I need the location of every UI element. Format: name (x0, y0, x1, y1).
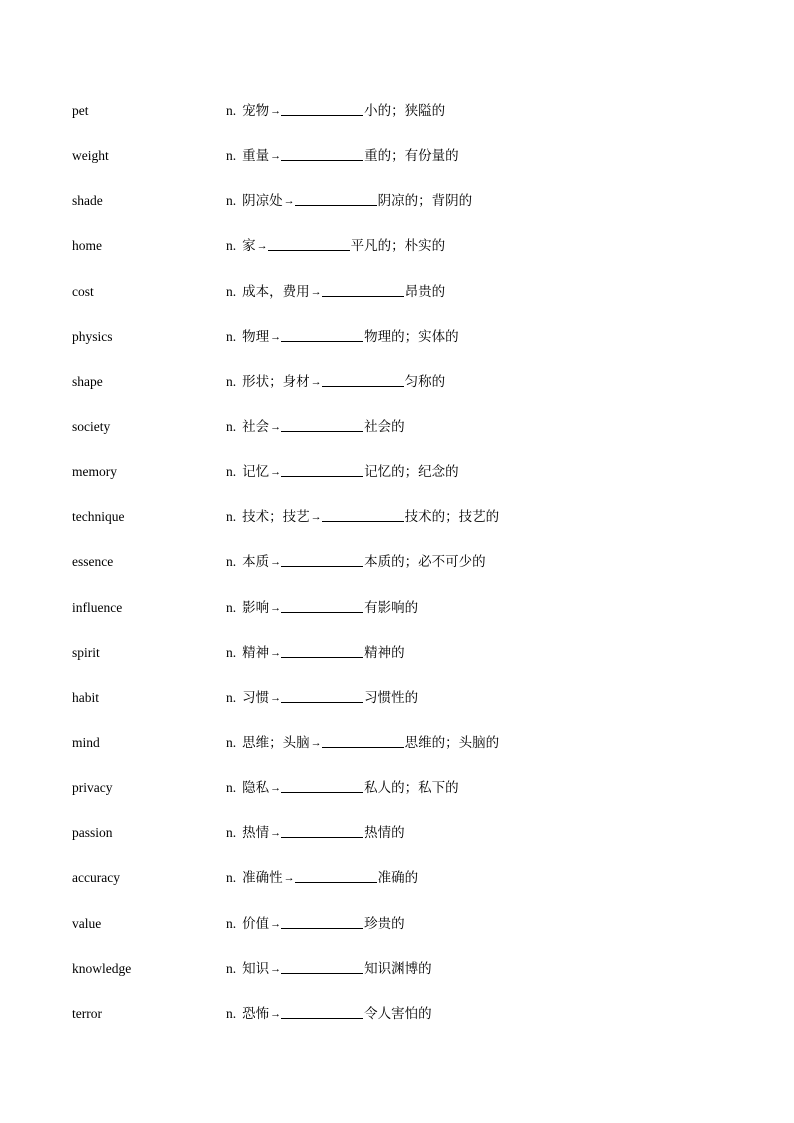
adjective-meaning: 阴凉的；背阴的 (377, 193, 473, 209)
list-item (0, 182, 794, 227)
answer-blank[interactable] (281, 146, 363, 161)
definition (226, 273, 445, 312)
adjective-meaning: 平凡的；朴实的 (350, 238, 446, 254)
english-word: physics (72, 328, 113, 344)
part-of-speech: n. (226, 825, 237, 841)
list-item (0, 273, 794, 318)
english-word: habit (72, 689, 99, 705)
list-item (0, 995, 794, 1040)
arrow-icon: → (310, 736, 322, 749)
arrow-icon: → (270, 420, 282, 433)
answer-blank[interactable] (281, 1004, 363, 1019)
part-of-speech: n. (226, 1005, 237, 1021)
part-of-speech: n. (226, 734, 237, 750)
arrow-icon: → (270, 150, 282, 163)
list-item (0, 318, 794, 363)
part-of-speech: n. (226, 870, 237, 886)
definition (226, 227, 445, 266)
answer-blank[interactable] (281, 598, 363, 613)
list-item (0, 769, 794, 814)
noun-meaning: 影响 (242, 599, 270, 615)
part-of-speech: n. (226, 689, 237, 705)
english-word: memory (72, 464, 117, 480)
adjective-meaning: 热情的 (364, 825, 405, 841)
english-word: spirit (72, 644, 100, 660)
arrow-icon: → (283, 195, 295, 208)
noun-meaning: 成本，费用 (242, 283, 310, 299)
english-word: society (72, 418, 111, 434)
answer-blank[interactable] (295, 191, 377, 206)
part-of-speech: n. (226, 464, 237, 480)
noun-meaning: 价值 (242, 915, 270, 931)
arrow-icon: → (270, 601, 282, 614)
answer-blank[interactable] (295, 868, 377, 883)
answer-blank[interactable] (268, 236, 350, 251)
definition (226, 363, 445, 402)
list-item (0, 453, 794, 498)
english-word: shape (72, 373, 103, 389)
part-of-speech: n. (226, 599, 237, 615)
arrow-icon: → (310, 285, 322, 298)
english-word: essence (72, 554, 114, 570)
definition (226, 814, 405, 853)
noun-meaning: 技术；技艺 (242, 509, 310, 525)
noun-meaning: 宠物 (242, 103, 270, 118)
arrow-icon: → (270, 917, 282, 930)
definition (226, 724, 499, 763)
list-item (0, 950, 794, 995)
noun-meaning: 热情 (242, 825, 270, 841)
list-item (0, 905, 794, 950)
adjective-meaning: 物理的；实体的 (364, 328, 459, 344)
adjective-meaning: 技术的；技艺的 (404, 509, 500, 525)
adjective-meaning: 匀称的 (404, 373, 446, 389)
part-of-speech: n. (226, 328, 237, 344)
list-item (0, 814, 794, 859)
list-item (0, 634, 794, 679)
answer-blank[interactable] (281, 643, 363, 658)
list-item (0, 227, 794, 272)
adjective-meaning: 私人的；私下的 (364, 780, 459, 796)
definition (226, 950, 432, 989)
noun-meaning: 家 (242, 238, 256, 254)
arrow-icon: → (283, 872, 295, 885)
part-of-speech: n. (226, 148, 237, 164)
definition (226, 679, 418, 718)
english-word: influence (72, 599, 123, 615)
definition (226, 769, 459, 808)
english-word: privacy (72, 780, 113, 796)
list-item (0, 408, 794, 453)
noun-meaning: 物理 (242, 328, 270, 344)
adjective-meaning: 思维的；头脑的 (404, 734, 500, 750)
arrow-icon: → (310, 511, 322, 524)
adjective-meaning: 社会的 (364, 418, 405, 434)
english-word: terror (72, 1005, 102, 1021)
part-of-speech: n. (226, 238, 237, 254)
definition (226, 318, 459, 357)
noun-meaning: 思维；头脑 (242, 734, 310, 750)
list-item (0, 543, 794, 588)
part-of-speech: n. (226, 418, 237, 434)
part-of-speech: n. (226, 554, 237, 570)
adjective-meaning: 小的；狭隘的 (364, 103, 446, 118)
arrow-icon: → (270, 827, 282, 840)
part-of-speech: n. (226, 373, 237, 389)
answer-blank[interactable] (322, 372, 404, 387)
adjective-meaning: 记忆的；纪念的 (364, 464, 459, 480)
noun-meaning: 恐怖 (242, 1005, 270, 1021)
arrow-icon: → (270, 466, 282, 479)
noun-meaning: 本质 (242, 554, 270, 570)
adjective-meaning: 有影响的 (364, 599, 419, 615)
definition (226, 92, 445, 131)
arrow-icon: → (270, 330, 282, 343)
english-word: pet (72, 103, 89, 118)
list-item (0, 363, 794, 408)
english-word: value (72, 915, 102, 931)
english-word: mind (72, 734, 100, 750)
list-item (0, 92, 794, 137)
arrow-icon: → (270, 691, 282, 704)
arrow-icon: → (270, 646, 282, 659)
english-word: home (72, 238, 102, 254)
adjective-meaning: 准确的 (377, 870, 419, 886)
part-of-speech: n. (226, 915, 237, 931)
noun-meaning: 习惯 (242, 689, 270, 705)
adjective-meaning: 习惯性的 (364, 689, 419, 705)
adjective-meaning: 令人害怕的 (364, 1005, 432, 1021)
noun-meaning: 形状；身材 (242, 373, 310, 389)
answer-blank[interactable] (281, 101, 363, 116)
adjective-meaning: 知识渊博的 (364, 960, 432, 976)
answer-blank[interactable] (281, 823, 363, 838)
english-word: shade (72, 193, 103, 209)
english-word: weight (72, 148, 109, 164)
english-word: knowledge (72, 960, 132, 976)
part-of-speech: n. (226, 509, 237, 525)
definition (226, 498, 499, 537)
noun-meaning: 准确性 (242, 870, 283, 886)
answer-blank[interactable] (281, 327, 363, 342)
answer-blank[interactable] (281, 688, 363, 703)
arrow-icon: → (270, 1007, 282, 1020)
answer-blank[interactable] (281, 959, 363, 974)
part-of-speech: n. (226, 644, 237, 660)
definition (226, 905, 405, 944)
definition (226, 182, 472, 221)
definition (226, 453, 459, 492)
answer-blank[interactable] (281, 914, 363, 929)
list-item (0, 724, 794, 769)
answer-blank[interactable] (281, 462, 363, 477)
noun-meaning: 精神 (242, 644, 270, 660)
definition (226, 408, 405, 447)
noun-meaning: 记忆 (242, 464, 270, 480)
definition (226, 589, 418, 628)
part-of-speech: n. (226, 780, 237, 796)
noun-meaning: 知识 (242, 960, 270, 976)
arrow-icon: → (256, 240, 268, 253)
answer-blank[interactable] (281, 552, 363, 567)
answer-blank[interactable] (322, 282, 404, 297)
adjective-meaning: 重的；有份量的 (364, 148, 459, 164)
noun-meaning: 重量 (242, 148, 270, 164)
vocabulary-list (0, 92, 794, 1040)
arrow-icon: → (310, 375, 322, 388)
definition (226, 995, 432, 1034)
answer-blank[interactable] (322, 507, 404, 522)
list-item (0, 498, 794, 543)
arrow-icon: → (270, 962, 282, 975)
arrow-icon: → (270, 556, 282, 569)
adjective-meaning: 昂贵的 (404, 283, 446, 299)
definition (226, 543, 486, 582)
part-of-speech: n. (226, 103, 237, 118)
adjective-meaning: 精神的 (364, 644, 405, 660)
part-of-speech: n. (226, 283, 237, 299)
definition (226, 634, 405, 673)
adjective-meaning: 珍贵的 (364, 915, 405, 931)
list-item (0, 137, 794, 182)
noun-meaning: 隐私 (242, 780, 270, 796)
part-of-speech: n. (226, 193, 237, 209)
list-item (0, 679, 794, 724)
english-word: technique (72, 509, 125, 525)
definition (226, 859, 418, 898)
list-item (0, 859, 794, 904)
english-word: accuracy (72, 870, 120, 886)
arrow-icon: → (270, 105, 282, 117)
arrow-icon: → (270, 782, 282, 795)
adjective-meaning: 本质的；必不可少的 (364, 554, 486, 570)
answer-blank[interactable] (322, 733, 404, 748)
english-word: passion (72, 825, 113, 841)
list-item (0, 589, 794, 634)
noun-meaning: 社会 (242, 418, 270, 434)
definition (226, 137, 459, 176)
answer-blank[interactable] (281, 778, 363, 793)
english-word: cost (72, 283, 94, 299)
noun-meaning: 阴凉处 (242, 193, 283, 209)
answer-blank[interactable] (281, 417, 363, 432)
part-of-speech: n. (226, 960, 237, 976)
